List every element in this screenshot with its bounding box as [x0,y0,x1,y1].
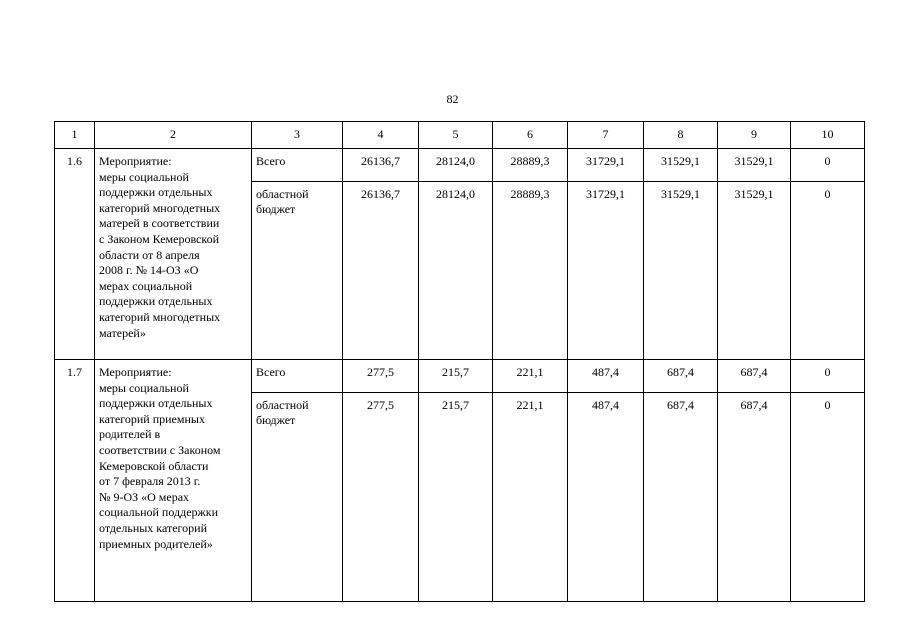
header-cell: 3 [252,122,343,149]
page-number: 82 [446,92,459,106]
value-cell: 28124,0 [419,149,493,182]
value-cell: 31529,1 [718,149,791,182]
value-cell: 487,4 [568,360,644,393]
value-cell: 31529,1 [644,182,718,360]
budget-table [54,121,865,602]
value-cell: 487,4 [568,393,644,602]
value-cell: 31529,1 [644,149,718,182]
row-description: Мероприятие: меры социальной поддержки отдельных категорий многодетных матерей в соответствии с Законом Кемеровской области от 8 апреля 2008 г. № 14-ОЗ «О мерах социальной поддержки отдельных категорий многодетных матерей» [95,149,252,360]
value-cell: 31529,1 [718,182,791,360]
value-cell: 31729,1 [568,149,644,182]
value-cell: 215,7 [419,360,493,393]
value-cell: 0 [791,182,865,360]
value-cell: 28124,0 [419,182,493,360]
value-cell: 28889,3 [493,182,568,360]
value-cell: 26136,7 [343,149,419,182]
funding-source: Всего [252,360,343,393]
value-cell: 687,4 [644,393,718,602]
row-code: 1.7 [55,360,95,602]
value-cell: 0 [791,393,865,602]
header-row [55,122,865,149]
value-cell: 31729,1 [568,182,644,360]
row-code: 1.6 [55,149,95,360]
header-cell: 5 [419,122,493,149]
funding-source: областной бюджет [252,182,343,360]
value-cell: 687,4 [718,360,791,393]
header-cell: 1 [55,122,95,149]
header-cell: 6 [493,122,568,149]
table-row [55,149,865,182]
funding-source: областной бюджет [252,393,343,602]
value-cell: 26136,7 [343,182,419,360]
value-cell: 277,5 [343,360,419,393]
value-cell: 221,1 [493,360,568,393]
value-cell: 687,4 [718,393,791,602]
header-cell: 7 [568,122,644,149]
table-row [55,360,865,393]
value-cell: 277,5 [343,393,419,602]
header-cell: 8 [644,122,718,149]
value-cell: 215,7 [419,393,493,602]
header-cell: 10 [791,122,865,149]
value-cell: 0 [791,360,865,393]
value-cell: 221,1 [493,393,568,602]
header-cell: 2 [95,122,252,149]
row-description: Мероприятие: меры социальной поддержки отдельных категорий приемных родителей в соответствии с Законом Кемеровской области от 7 февраля 2013 г. № 9-ОЗ «О мерах социальной поддержки отдельных категорий приемных родителей» [95,360,252,602]
header-cell: 4 [343,122,419,149]
value-cell: 0 [791,149,865,182]
value-cell: 28889,3 [493,149,568,182]
funding-source: Всего [252,149,343,182]
header-cell: 9 [718,122,791,149]
value-cell: 687,4 [644,360,718,393]
